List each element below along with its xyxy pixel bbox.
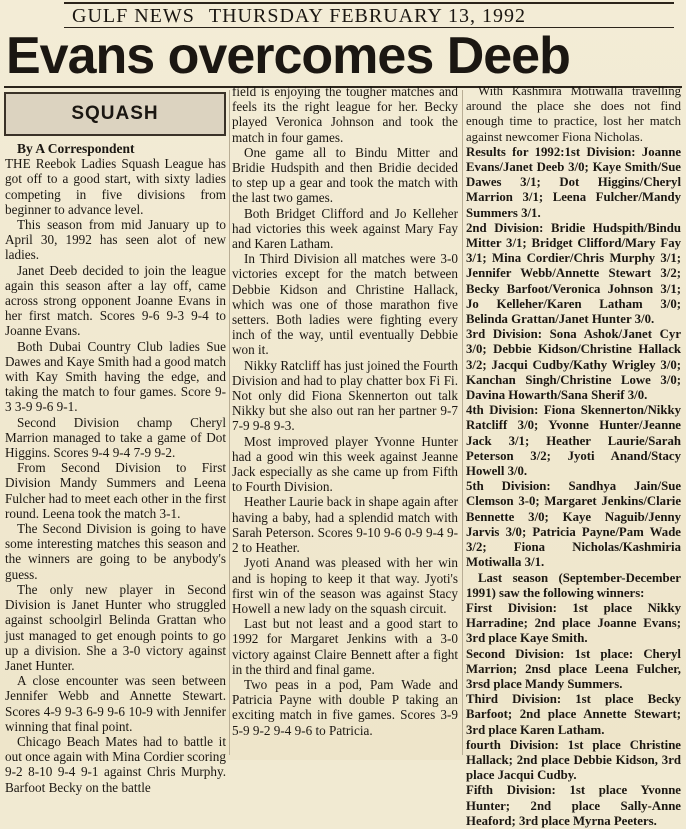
paragraph: The Second Division is going to have some interesting matches this season and the winners are going to be anybody's guess. (5, 521, 226, 582)
results-paragraph: Second Division: 1st place: Cheryl Marrion; 2nsd place Leena Fulcher, 3rsd place Mandy Summers. (466, 646, 681, 691)
paragraph: Chicago Beach Mates had to battle it out once again with Mina Cordier scoring 9-2 8-10 9-4 9-1 against Chris Murphy. Barfoot Becky on the battle (5, 733, 226, 795)
article-column-3 (466, 84, 681, 828)
paragraph: This season from mid January up to April 30, 1992 has seen alot of new ladies. (5, 217, 226, 263)
column-divider (462, 90, 463, 755)
results-paragraph: Last season (September-December 1991) saw the following winners: (466, 570, 681, 600)
paragraph: THE Reebok Ladies Squash League has got off to a good start, with sixty ladies competing in five divisions from beginner to advance level. (5, 156, 226, 217)
paragraph: Both Bridget Clifford and Jo Kelleher had victories this week against Mary Fay and Karen Latham. (232, 205, 458, 252)
paragraph: In Third Division all matches were 3-0 victories except for the match between Debbie Kidson and Christine Hallack, which was one of those marathon five setters. Both ladies were fighting every inch of the way, until eventually Debbie won it. (232, 251, 458, 358)
paragraph: From Second Division to First Division Mandy Summers and Leena Fulcher had to meet each other in the first round. Leena took the match 3-1. (5, 460, 226, 521)
results-paragraph: fourth Division: 1st place Christine Hallack; 2nd place Debbie Kidson, 3rd place Jacqui Cudby. (466, 737, 681, 783)
paragraph: Nikky Ratcliff has just joined the Fourth Division and had to play chatter box Fi Fi. Not only did Fiona Skennerton out talk Nikky but she also out ran her partner 9-7 7-9 9-8 9-3. (232, 357, 458, 434)
results-paragraph: Third Division: 1st place Becky Barfoot; 2nd place Annette Stewart; 3rd place Karen Latham. (466, 692, 681, 737)
article-column-1 (5, 141, 226, 795)
paragraph: Both Dubai Country Club ladies Sue Dawes and Kaye Smith had a good match with Kay Smith having the edge, and taking the match to four games. Score 9-3 3-9 9-6 9-1. (5, 338, 226, 415)
paragraph: With Kashmira Motiwalla travelling around the place she does not find enough time to practice, lost her match against newcomer Fiona Nicholas. (466, 84, 681, 144)
paragraph: One game all to Bindu Mitter and Bridie Hudspith and then Bridie decided to step up a gear and took the match with the last two games. (232, 144, 458, 206)
paragraph: The only new player in Second Division is Janet Hunter who struggled against schoolgirl Belinda Grattan who just managed to get enough points to go up a division. She a 3-0 victory against Janet Hunter. (5, 581, 226, 673)
results-paragraph: 2nd Division: Bridie Hudspith/Bindu Mitter 3/1; Bridget Clifford/Mary Fay 3/1; Mina Cordier/Chris Murphy 3/1; Jennifer Webb/Annette Stewart 3/2; Becky Barfoot/Veronica Johnson 3/1; Jo Kelleher/Karen Latham 3/0; Belinda Grattan/Janet Hunter 3/0. (466, 220, 681, 327)
paragraph: Heather Laurie back in shape again after having a baby, had a splendid match with Sarah Peterson. Scores 9-10 9-6 0-9 9-4 9-2 to Heather. (232, 494, 458, 556)
column-divider (229, 90, 230, 755)
byline: By A Correspondent (17, 141, 135, 156)
results-paragraph: Results for 1992:1st Division: Joanne Evans/Janet Deeb 3/0; Kaye Smith/Sue Dawes 3/1; Dot Higgins/Cheryl Marrion 3/1; Leena Fulcher/Mandy Summers 3/1. (466, 144, 681, 220)
article-column-2 (232, 84, 458, 759)
paragraph: Janet Deeb decided to join the league again this season after a lay off, came across strong opponent Joanne Evans in her first match. Scores 9-6 9-3 9-4 to Joanne Evans. (5, 262, 226, 339)
results-paragraph: 3rd Division: Sona Ashok/Janet Cyr 3/0; Debbie Kidson/Christine Hallack 3/2; Jacqui Cudby/Kathy Wrigley 3/0; Kanchan Singh/Christine Lowe 3/0; Davina Howarth/Sana Sherif 3/0. (466, 327, 681, 403)
headline: Evans overcomes Deeb (6, 27, 570, 85)
section-label: SQUASH (4, 92, 226, 136)
results-paragraph: 4th Division: Fiona Skennerton/Nikky Ratcliff 3/0; Yvonne Hunter/Jeanne Jack 3/1; Heather Laurie/Sarah Peterson 3/2; Jyoti Anand/Stacy Howell 3/0. (466, 403, 681, 479)
paper-name: GULF NEWS (72, 5, 195, 27)
results-paragraph: First Division: 1st place Nikky Harradine; 2nd place Joanne Evans; 3rd place Kaye Smith. (466, 600, 681, 646)
paragraph: Most improved player Yvonne Hunter had a good win this week against Jeanne Jack especially as she came up from Fifth to Fourth Division. (232, 433, 458, 495)
paragraph: A close encounter was seen between Jennifer Webb and Annette Stewart. Scores 4-9 9-3 6-9 9-6 10-9 with Jennifer winning that final point. (5, 673, 226, 734)
results-paragraph: 5th Division: Sandhya Jain/Sue Clemson 3-0; Margaret Jenkins/Clarie Bennette 3/0; Kaye Naguib/Jenny Jarvis 3/0; Patricia Payne/Pam Wade 3/2; Fiona Nicholas/Kashmiria Motiwalla 3/1. (466, 479, 681, 570)
paragraph: Last but not least and a good start to 1992 for Margaret Jenkins with a 3-0 victory against Claire Bennett after a fight in the third and final game. (232, 616, 458, 677)
paragraph: Second Division champ Cheryl Marrion managed to take a game of Dot Higgins. Scores 9-4 9-4 7-9 9-2. (5, 414, 226, 461)
paragraph: field is enjoying the tougher matches and feels its the right league for her. Becky played Veronica Johnson and took the match in four games. (232, 84, 458, 145)
masthead (64, 2, 674, 28)
results-paragraph: Fifth Division: 1st place Yvonne Hunter; 2nd place Sally-Anne Heaford; 3rd place Myrna Peeters. (466, 783, 681, 828)
paragraph: Jyoti Anand was pleased with her win and is hoping to keep it that way. Jyoti's first win of the season was against Stacy Howell a new lady on the squash circuit. (232, 555, 458, 616)
issue-date: THURSDAY FEBRUARY 13, 1992 (208, 5, 527, 27)
paragraph: Two peas in a pod, Pam Wade and Patricia Payne with double P taking an exciting match in five games. Scores 3-9 5-9 9-2 9-4 9-6 to Patricia. (232, 676, 458, 738)
